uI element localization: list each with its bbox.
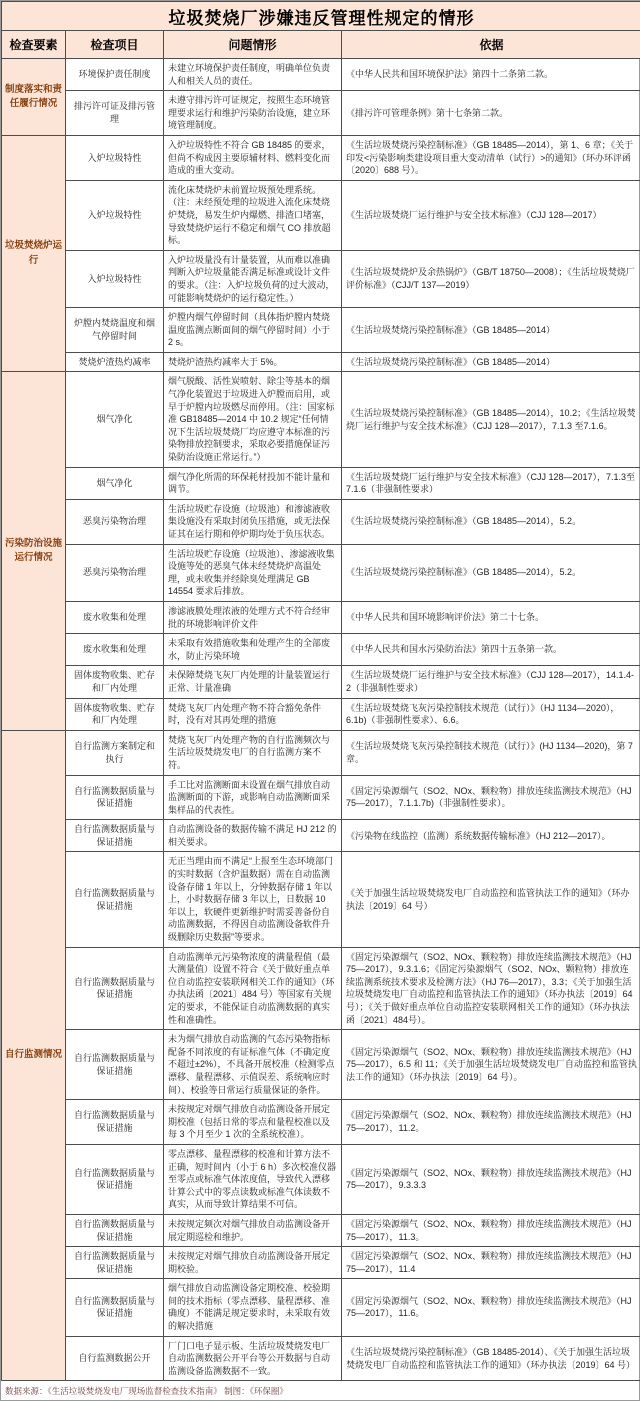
page-title: 垃圾焚烧厂涉嫌违反管理性规定的情形 (2, 2, 640, 31)
table-row (2, 1247, 640, 1279)
problem-cell: 未采取有效措施收集和处理产生的全部废水，防止污染环境 (164, 634, 342, 666)
basis-cell: 《中华人民共和国环境影响评价法》第二十七条。 (342, 601, 640, 633)
basis-cell: 《中华人民共和国环境保护法》第四十二条第二款。 (342, 59, 640, 91)
problem-cell: 烟气净化所需的环保耗材投加不能计量和调节。 (164, 467, 342, 499)
column-header-item: 检查项目 (66, 31, 164, 59)
table-row (2, 666, 640, 698)
column-header-problem: 问题情形 (164, 31, 342, 59)
item-cell: 自行监测数据质量与保证措施 (66, 1247, 164, 1279)
item-cell: 自行监测数据质量与保证措施 (66, 1279, 164, 1336)
item-cell: 固体废物收集、贮存和厂内处理 (66, 698, 164, 730)
item-cell: 恶臭污染物治理 (66, 544, 164, 601)
basis-cell: 《固定污染源烟气（SO2、NOx、颗粒物）排放连续监测技术规范》（HJ 75—2017），11.2。 (342, 1100, 640, 1145)
basis-cell: 《生活垃圾焚烧污染控制标准》（GB 18485-2014）、《关于加强生活垃圾焚烧发电厂自动监控和监管执法工作的通知》（环办执法〔2019〕64 号） (342, 1336, 640, 1381)
problem-cell: 焚烧炉渣热灼减率大于 5%。 (164, 352, 342, 372)
item-cell: 自行监测数据质量与保证措施 (66, 775, 164, 820)
inspection-table-body (2, 59, 640, 1381)
section-element-cell: 自行监测情况 (2, 730, 66, 1381)
table-row (2, 544, 640, 601)
problem-cell: 未保障焚烧飞灰厂内处理的计量装置运行正常、计量准确 (164, 666, 342, 698)
basis-cell: 《固定污染源烟气（SO2、NOx、颗粒物）排放连续监测技术规范》（HJ 75—2017），11.3。 (342, 1214, 640, 1246)
table-row (2, 775, 640, 820)
inspection-table (1, 1, 640, 1381)
basis-cell: 《生活垃圾焚烧污染控制标准》（GB 18485—2014） (342, 352, 640, 372)
problem-cell: 烟气排放自动监测设备定期校准、校验期间的技术指标（零点漂移、量程漂移、准确度）不能满足规定要求时，未采取有效的解决措施 (164, 1279, 342, 1336)
problem-cell: 焚烧飞灰厂内处理产物的自行监测频次与生活垃圾焚烧发电厂的自行监测方案不符。 (164, 730, 342, 775)
problem-cell: 未建立环境保护责任制度，明确单位负责人和相关人员的责任。 (164, 59, 342, 91)
basis-cell: 《生活垃圾焚烧污染控制标准》（GB 18485—2014） (342, 308, 640, 353)
problem-cell: 未按规定对烟气排放自动监测设备开展定期校准（包括日常的零点和量程校准以及每 3 个月至少 1 次的全系统校准）。 (164, 1100, 342, 1145)
basis-cell: 《中华人民共和国水污染防治法》第四十五条第一款。 (342, 634, 640, 666)
table-row (2, 372, 640, 467)
basis-cell: 《生活垃圾焚烧炉及余热锅炉》（GB/T 18750—2008）；《生活垃圾焚烧厂评价标准》（CJJ/T 137—2019） (342, 250, 640, 307)
problem-cell: 未按规定对烟气排放自动监测设备开展定期校验。 (164, 1247, 342, 1279)
column-header-basis: 依据 (342, 31, 640, 59)
section-element-cell: 制度落实和责任履行情况 (2, 59, 66, 136)
item-cell: 自行监测数据公开 (66, 1336, 164, 1381)
table-row (2, 499, 640, 544)
section-element-cell: 污染防治设施运行情况 (2, 372, 66, 730)
basis-cell: 《固定污染源烟气（SO2、NOx、颗粒物）排放连续监测技术规范》（HJ 75—2017），11.4 (342, 1247, 640, 1279)
basis-cell: 《排污许可管理条例》第十七条第二款。 (342, 91, 640, 136)
table-row (2, 852, 640, 947)
problem-cell: 渗滤液膜处理浓液的处理方式不符合经审批的环境影响评价文件 (164, 601, 342, 633)
problem-cell: 生活垃圾贮存设施（垃圾池）和渗滤液收集设施没有采取封闭负压措施，或无法保证其在运行期和停炉期均处于负压状态。 (164, 499, 342, 544)
problem-cell: 厂门口电子显示板、生活垃圾焚烧发电厂自动监测数据公开平台等公开数据与自动监测设备监测数据不一致。 (164, 1336, 342, 1381)
problem-cell: 入炉垃圾量没有计量装置，从而难以准确判断入炉垃圾量能否满足标准或设计文件的要求。（注：入炉垃圾负荷的过大波动，可能影响焚烧炉的运行稳定性。） (164, 250, 342, 307)
table-row (2, 1336, 640, 1381)
problem-cell: 手工比对监测断面未设置在烟气排放自动监测断面的下游，或影响自动监测断面采集样品的代表性。 (164, 775, 342, 820)
source-note: 数据来源：《生活垃圾焚烧发电厂现场监督检查技术指南》 制图：《环保圈》 (1, 1381, 639, 1400)
basis-cell: 《固定污染源烟气（SO2、NOx、颗粒物）排放连续监测技术规范》（HJ 75—2017），9.3.1.6；《固定污染源烟气（SO2、NOx、颗粒物）排放连续监测系统技术要求及检测方法》（HJ 76—2017），3.3；《关于加强生活垃圾焚烧发电厂自动监控和监管执法工作的通知》（环办执法〔2019〕64 号）；《关于做好重点单位自动监控安装联网相关工作的通知》（环办执法函〔2021〕484号）。 (342, 947, 640, 1030)
item-cell: 固体废物收集、贮存和厂内处理 (66, 666, 164, 698)
basis-cell: 《生活垃圾焚烧污染控制标准》（GB 18485—2014），5.2。 (342, 544, 640, 601)
item-cell: 恶臭污染物治理 (66, 499, 164, 544)
table-row (2, 467, 640, 499)
item-cell: 自行监测数据质量与保证措施 (66, 820, 164, 852)
problem-cell: 焚烧飞灰厂内处理产物不符合豁免条件时，没有对其再处理的措施 (164, 698, 342, 730)
title-row (2, 2, 640, 31)
table-row (2, 634, 640, 666)
table-row (2, 820, 640, 852)
section-element-cell: 垃圾焚烧炉运行 (2, 135, 66, 372)
basis-cell: 《生活垃圾焚烧厂运行维护与安全技术标准》（CJJ 128—2017） (342, 180, 640, 250)
item-cell: 排污许可证及排污管理 (66, 91, 164, 136)
item-cell: 废水收集和处理 (66, 601, 164, 633)
basis-cell: 《固定污染源烟气（SO2、NOx、颗粒物）排放连续监测技术规范》（HJ 75—2017），9.3.3.3 (342, 1144, 640, 1214)
item-cell: 入炉垃圾特性 (66, 250, 164, 307)
problem-cell: 炉膛内烟气停留时间（具体指炉膛内焚烧温度监测点断面间的烟气停留时间）小于 2 s。 (164, 308, 342, 353)
basis-cell: 《生活垃圾焚烧污染控制标准》（GB 18485—2014），第 1、6 章；《关于印发<污染影响类建设项目重大变动清单（试行）>的通知》（环办环评函〔2020〕688 号）。 (342, 135, 640, 180)
problem-cell: 自动监测单元污染物浓度的满量程值（最大测量值）设置不符合《关于做好重点单位自动监控安装联网相关工作的通知》（环办执法函〔2021〕484 号）等国家有关规定的要求，不能保证自动监测数据的真实性和准确性。 (164, 947, 342, 1030)
basis-cell: 《生活垃圾焚烧污染控制标准》（GB 18485—2014），5.2。 (342, 499, 640, 544)
item-cell: 入炉垃圾特性 (66, 180, 164, 250)
basis-cell: 《生活垃圾焚烧厂运行维护与安全技术标准》（CJJ 128—2017），7.1.3至 7.1.6（非强制性要求） (342, 467, 640, 499)
table-row (2, 135, 640, 180)
basis-cell: 《生活垃圾焚烧厂运行维护与安全技术标准》（CJJ 128—2017），14.1.4-2（非强制性要求） (342, 666, 640, 698)
item-cell: 自行监测数据质量与保证措施 (66, 1030, 164, 1100)
item-cell: 自行监测数据质量与保证措施 (66, 852, 164, 947)
item-cell: 烟气净化 (66, 372, 164, 467)
table-row (2, 250, 640, 307)
problem-cell: 未遵守排污许可证规定，按照生态环境管理要求运行和维护污染防治设施，建立环境管理制度。 (164, 91, 342, 136)
table-row (2, 91, 640, 136)
item-cell: 自行监测数据质量与保证措施 (66, 1100, 164, 1145)
problem-cell: 无正当理由而不满足“上报至生态环境部门的实时数据（含炉温数据）需在自动监测设备存储 1 年以上，分钟数据存储 1 年以上，小时数据存储 3 年以上，日数据 10 年以上，软硬件更新维护时需妥善备份自动监测数据，不得因自动监测设备软件升级删除历史数据”等要求。 (164, 852, 342, 947)
table-row (2, 1030, 640, 1100)
item-cell: 焚烧炉渣热灼减率 (66, 352, 164, 372)
item-cell: 自行监测方案制定和执行 (66, 730, 164, 775)
item-cell: 炉膛内焚烧温度和烟气停留时间 (66, 308, 164, 353)
basis-cell: 《生活垃圾焚烧污染控制标准》（GB 18485—2014），10.2；《生活垃圾焚烧厂运行维护与安全技术标准》（CJJ 128—2017），7.1.3 至7.1.6。 (342, 372, 640, 467)
problem-cell: 流化床焚烧炉未前置垃圾预处理系统。（注：未经预处理的垃圾进入流化床焚烧炉焚烧，易发生炉内爆燃、排渣口堵塞，导致焚烧炉运行不稳定和烟气 CO 排放超标。 (164, 180, 342, 250)
column-header-element: 检查要素 (2, 31, 66, 59)
basis-cell: 《污染物在线监控（监测）系统数据传输标准》（HJ 212—2017）。 (342, 820, 640, 852)
table-row (2, 352, 640, 372)
basis-cell: 《生活垃圾焚烧飞灰污染控制技术规范（试行）》(HJ 1134—2020)，第 7 章。 (342, 730, 640, 775)
basis-cell: 《固定污染源烟气（SO2、NOx、颗粒物）排放连续监测技术规范》（HJ 75—2017），6.5 和 11；《关于加强生活垃圾焚烧发电厂自动监控和监管执法工作的通知》（环办执法〔2019〕64 号）。 (342, 1030, 640, 1100)
table-row (2, 1144, 640, 1214)
table-row (2, 730, 640, 775)
basis-cell: 《固定污染源烟气（SO2、NOx、颗粒物）排放连续监测技术规范》（HJ 75—2017），7.1.1.7b)（非强制性要求）。 (342, 775, 640, 820)
table-row (2, 601, 640, 633)
problem-cell: 未为烟气排放自动监测的气态污染物指标配备不同浓度的有证标准气体（不确定度不超过±2%），不具备开展校准（检测零点漂移、量程漂移、示值误差、系统响应时间）、校验等日常运行质量保证的条件。 (164, 1030, 342, 1100)
item-cell: 烟气净化 (66, 467, 164, 499)
item-cell: 自行监测数据质量与保证措施 (66, 947, 164, 1030)
item-cell: 自行监测数据质量与保证措施 (66, 1144, 164, 1214)
problem-cell: 入炉垃圾特性不符合 GB 18485 的要求，但尚不构成因主要原辅材料、燃料变化而造成的重大变动。 (164, 135, 342, 180)
table-row (2, 308, 640, 353)
table-row (2, 698, 640, 730)
table-header-row (2, 31, 640, 59)
item-cell: 环境保护责任制度 (66, 59, 164, 91)
problem-cell: 零点漂移、量程漂移的校准和计算方法不正确，短时间内（小于 6 h）多次校准仪器至零点或标准气体浓度值，导致代入漂移计算公式中的零点读数或标准气体读数不真实，从而导致计算结果不可信。 (164, 1144, 342, 1214)
problem-cell: 未按规定频次对烟气排放自动监测设备开展定期巡检和维护。 (164, 1214, 342, 1246)
item-cell: 废水收集和处理 (66, 634, 164, 666)
basis-cell: 《固定污染源烟气（SO2、NOx、颗粒物）排放连续监测技术规范》（HJ 75—2017），11.6。 (342, 1279, 640, 1336)
problem-cell: 烟气脱酸、活性炭喷射、除尘等基本的烟气净化装置迟于垃圾进入炉膛而启用，或早于炉膛内垃圾燃尽而停用。（注：国家标准 GB18485—2014 中 10.2 规定“任何情况下生活垃圾焚烧厂均应遵守本标准的污染物排放控制要求，采取必要措施保证污染防治设施正常运行。”） (164, 372, 342, 467)
basis-cell: 《生活垃圾焚烧飞灰污染控制技术规范（试行）》（HJ 1134—2020），6.1b)（非强制性要求）、6.6。 (342, 698, 640, 730)
item-cell: 自行监测数据质量与保证措施 (66, 1214, 164, 1246)
table-row (2, 59, 640, 91)
problem-cell: 自动监测设备的数据传输不满足 HJ 212 的相关要求。 (164, 820, 342, 852)
basis-cell: 《关于加强生活垃圾焚烧发电厂自动监控和监管执法工作的通知》（环办执法〔2019〕64 号） (342, 852, 640, 947)
table-row (2, 1100, 640, 1145)
table-row (2, 1279, 640, 1336)
item-cell: 入炉垃圾特性 (66, 135, 164, 180)
table-row (2, 180, 640, 250)
problem-cell: 生活垃圾贮存设施（垃圾池）、渗滤液收集设施等处的恶臭气体未经焚烧炉高温处理，或未收集并经除臭处理满足 GB 14554 要求后排放。 (164, 544, 342, 601)
table-row (2, 947, 640, 1030)
table-row (2, 1214, 640, 1246)
